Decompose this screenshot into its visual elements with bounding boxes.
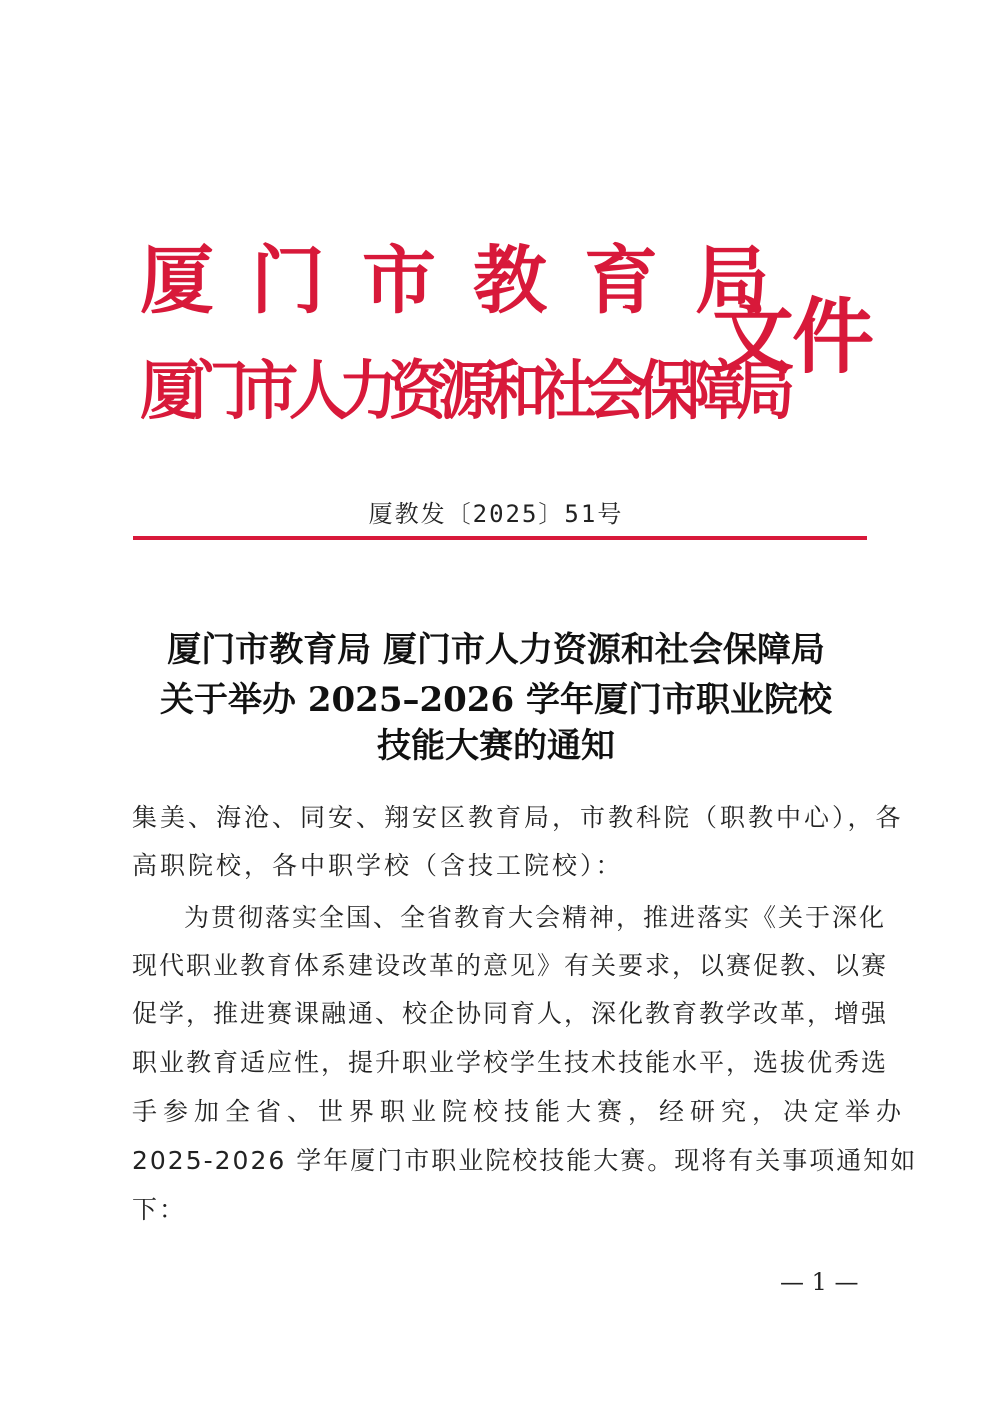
notice-title-line-1: 厦门市教育局 厦门市人力资源和社会保障局: [167, 630, 825, 670]
paragraph-line: 为贯彻落实全国、全省教育大会精神，推进落实《关于深化: [184, 903, 887, 932]
red-divider-line: [133, 536, 867, 540]
document-number: 厦教发〔2025〕51号: [368, 500, 624, 528]
issuer-hr-social-security-bureau: 厦门市人力资源和社会保障局: [140, 354, 786, 429]
notice-title-line-3: 技能大赛的通知: [377, 726, 615, 766]
paragraph-line: 下：: [132, 1195, 187, 1224]
document-type-label: 文件: [712, 289, 873, 385]
paragraph-line: 职业教育适应性，提升职业学校学生技术技能水平，选拔优秀选: [132, 1048, 889, 1077]
paragraph-line: 2025-2026 学年厦门市职业院校技能大赛。现将有关事项通知如: [132, 1146, 918, 1175]
issuer-education-bureau: 厦门市教育局: [140, 238, 806, 324]
addressee-line: 集美、海沧、同安、翔安区教育局，市教科院（职教中心），各: [132, 803, 904, 832]
paragraph-line: 手参加全省、世界职业院校技能大赛，经研究，决定举办: [132, 1097, 908, 1126]
page-number: — 1 —: [780, 1268, 859, 1296]
paragraph-line: 促学，推进赛课融通、校企协同育人，深化教育教学改革，增强: [132, 999, 889, 1028]
addressee-line: 高职院校，各中职学校（含技工院校）：: [132, 851, 624, 880]
notice-title-line-2: 关于举办 2025–2026 学年厦门市职业院校: [160, 680, 832, 720]
paragraph-line: 现代职业教育体系建设改革的意见》有关要求，以赛促教、以赛: [132, 951, 889, 980]
